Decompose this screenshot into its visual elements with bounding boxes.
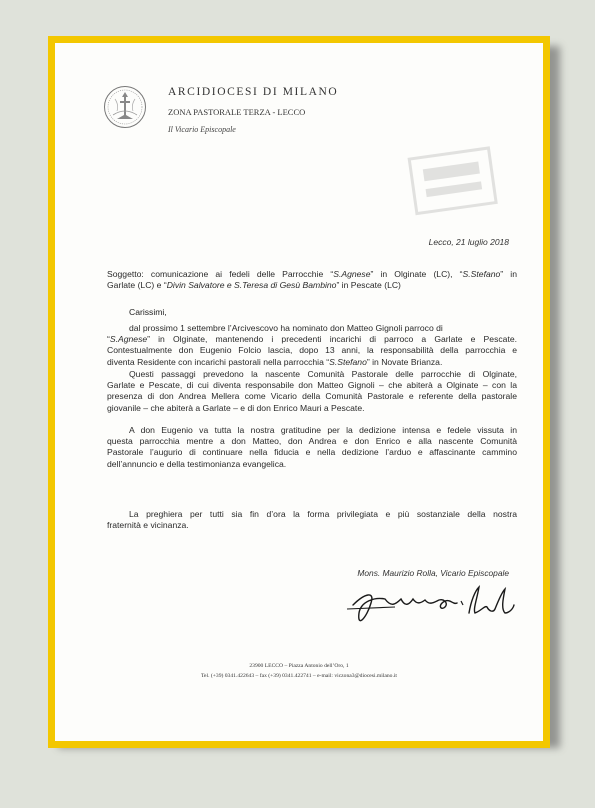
paragraph-1 bbox=[107, 323, 517, 368]
paragraph-line: A don Eugenio va tutta la nostra gratitudine per la dedizione intensa e fedele vissuta in bbox=[129, 425, 517, 435]
paragraph-line: giovanile – che abiterà a Garlate – e di don Enrico Mauri a Pescate. bbox=[107, 402, 365, 413]
faded-stamp-icon bbox=[395, 143, 515, 233]
paragraph-line: dal prossimo 1 settembre l’Arcivescovo ha nominato don Matteo Gignoli parroco di bbox=[129, 323, 443, 333]
pastoral-zone: ZONA PASTORALE TERZA - LECCO bbox=[168, 107, 306, 117]
paragraph-line: La preghiera per tutti sia fin d’ora la forma privilegiata e più sostanziale della nostra bbox=[129, 509, 517, 519]
paragraph-3 bbox=[107, 425, 517, 470]
footer-address: 23900 LECCO – Piazza Antonio dell’Oro, 1 bbox=[249, 663, 349, 669]
diocese-seal-icon bbox=[103, 85, 147, 129]
letter-page bbox=[55, 43, 543, 741]
picture-frame bbox=[48, 36, 550, 748]
paragraph-line: Contestualmente don Eugenio Folcio lascia, dopo 13 anni, la responsabilità della parrocchia e bbox=[107, 345, 517, 356]
paragraph-line: presenza di don Andrea Mellera come Vicario della Comunità Pastorale e referente della pastorale bbox=[107, 391, 517, 402]
paragraph-line: questa parrocchia mentre a don Matteo, don Andrea e don Enrico e alla nascente Comunità bbox=[107, 436, 517, 447]
paragraph-line: “S.Agnese” in Olginate, mantenendo i precedenti incarichi di parroco a Garlate e Pescate. bbox=[107, 334, 517, 345]
footer-contacts: Tel. (+39) 0341.422643 – fax (+39) 0341.422741 – e-mail: viczona3@diocesi.milano.it bbox=[201, 673, 397, 679]
subject-block bbox=[107, 269, 517, 291]
handwritten-signature bbox=[345, 583, 515, 633]
paragraph-line: diventa Residente con incarichi pastorali nella parrocchia “S.Stefano” in Novate Brianza. bbox=[107, 356, 443, 367]
subject-line: Garlate (LC) e “Divin Salvatore e S.Teresa di Gesù Bambino” in Pescate (LC) bbox=[107, 280, 401, 291]
paragraph-line: fraternità e vicinanza. bbox=[107, 520, 189, 531]
paragraph-line: Pastorale l’augurio di continuare nella fiducia e nella dedizione l’arduo e affascinante cammino bbox=[107, 447, 517, 458]
letter-date: Lecco, 21 luglio 2018 bbox=[428, 237, 509, 247]
diocese-title: ARCIDIOCESI DI MILANO bbox=[168, 86, 339, 98]
paragraph-line: dell’annuncio e della testimonianza evangelica. bbox=[107, 458, 287, 469]
vicar-label: Il Vicario Episcopale bbox=[168, 125, 236, 134]
paragraph-line: Questi passaggi prevedono la nascente Comunità Pastorale delle parrocchie di Olginate, bbox=[129, 369, 517, 379]
signatory-name: Mons. Maurizio Rolla, Vicario Episcopale bbox=[357, 568, 509, 578]
greeting: Carissimi, bbox=[129, 307, 167, 317]
paragraph-4 bbox=[107, 509, 517, 531]
subject-line: Soggetto: comunicazione ai fedeli delle Parrocchie “S.Agnese” in Olginate (LC), “S.Stefano” in bbox=[107, 269, 517, 279]
paragraph-line: Garlate e Pescate, di cui diventa responsabile don Matteo Gignoli – che abiterà a Olginate – con la bbox=[107, 380, 517, 391]
paragraph-2 bbox=[107, 369, 517, 414]
